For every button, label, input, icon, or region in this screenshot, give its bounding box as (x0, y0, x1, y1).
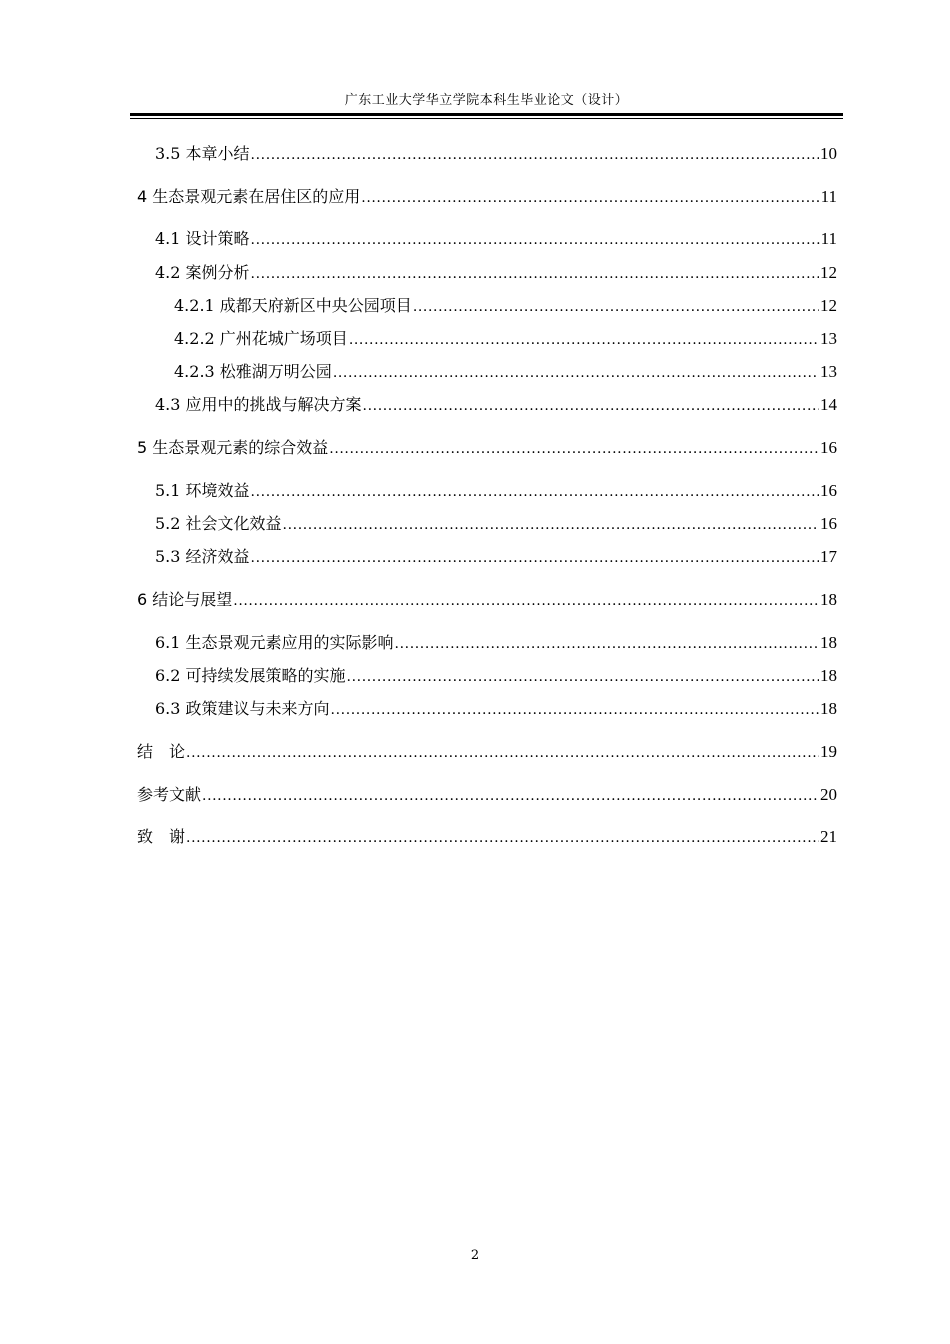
toc-entry-page: 12 (820, 263, 837, 282)
toc-entry-title: 3.5 本章小结 (155, 144, 250, 163)
page-number: 2 (470, 1248, 480, 1263)
toc-leader-dots (331, 700, 819, 720)
toc-leader-dots (363, 396, 819, 416)
toc-entry[interactable] (155, 547, 837, 568)
toc-entry-page: 18 (820, 666, 837, 685)
header-rule-thick (130, 113, 843, 116)
toc-entry[interactable] (155, 263, 837, 284)
toc-entry[interactable] (155, 395, 837, 416)
toc-leader-dots (233, 591, 819, 611)
toc-entry-title: 4.2.1 成都天府新区中央公园项目 (174, 296, 412, 315)
toc-entry-page: 20 (820, 785, 837, 804)
toc-entry[interactable] (137, 438, 837, 459)
toc-entry-title: 6.2 可持续发展策略的实施 (155, 666, 346, 685)
toc-entry-page: 11 (820, 187, 837, 206)
toc-entry[interactable] (137, 827, 837, 848)
toc-leader-dots (329, 439, 819, 459)
toc-entry-title: 6.1 生态景观元素应用的实际影响 (155, 633, 394, 652)
header-rule-thin (130, 118, 843, 119)
toc-entry-page: 11 (820, 229, 837, 248)
toc-leader-dots (361, 188, 819, 208)
toc-entry-page: 14 (820, 395, 837, 414)
toc-leader-dots (413, 297, 819, 317)
toc-entry[interactable] (174, 362, 837, 383)
toc-leader-dots (283, 515, 819, 535)
toc-leader-dots (251, 264, 819, 284)
toc-entry[interactable] (174, 296, 837, 317)
toc-entry-title: 4.2.3 松雅湖万明公园 (174, 362, 332, 381)
toc-leader-dots (202, 786, 819, 806)
toc-entry[interactable] (155, 481, 837, 502)
toc-entry-title: 4.1 设计策略 (155, 229, 250, 248)
toc-entry-page: 19 (820, 742, 837, 761)
toc-entry-title: 5 生态景观元素的综合效益 (137, 438, 329, 457)
toc-entry-page: 18 (820, 590, 837, 609)
toc-leader-dots (186, 743, 819, 763)
toc-leader-dots (333, 363, 819, 383)
toc-leader-dots (251, 230, 820, 250)
toc-entry-title: 4.3 应用中的挑战与解决方案 (155, 395, 362, 414)
toc-entry-page: 21 (820, 827, 837, 846)
toc-entry[interactable] (155, 633, 837, 654)
toc-leader-dots (186, 828, 819, 848)
toc-entry-title: 6 结论与展望 (137, 590, 233, 609)
toc-entry-title: 5.2 社会文化效益 (155, 514, 282, 533)
toc-entry-page: 17 (820, 547, 837, 566)
toc-leader-dots (349, 330, 819, 350)
toc-entry-page: 18 (820, 699, 837, 718)
toc-entry-page: 16 (820, 514, 837, 533)
toc-entry-page: 13 (820, 329, 837, 348)
toc-entry-title: 结 论 (137, 742, 186, 761)
toc-entry[interactable] (155, 666, 837, 687)
toc-leader-dots (251, 482, 819, 502)
toc-entry-title: 致 谢 (137, 827, 186, 846)
toc-entry[interactable] (137, 785, 837, 806)
toc-entry[interactable] (155, 144, 837, 165)
toc-entry-title: 4.2 案例分析 (155, 263, 250, 282)
toc-entry[interactable] (174, 329, 837, 350)
toc-entry-page: 12 (820, 296, 837, 315)
toc-entry-page: 13 (820, 362, 837, 381)
toc-entry[interactable] (155, 229, 837, 250)
toc-entry[interactable] (137, 742, 837, 763)
toc-entry-title: 5.1 环境效益 (155, 481, 250, 500)
toc-entry[interactable] (155, 514, 837, 535)
running-header: 广东工业大学华立学院本科生毕业论文（设计） (344, 93, 629, 108)
toc-leader-dots (395, 634, 819, 654)
toc-entry-page: 10 (820, 144, 837, 163)
toc-leader-dots (251, 548, 819, 568)
toc-entry-page: 16 (820, 481, 837, 500)
toc-entry[interactable] (137, 187, 837, 208)
toc-entry-title: 6.3 政策建议与未来方向 (155, 699, 330, 718)
toc-entry-title: 4 生态景观元素在居住区的应用 (137, 187, 361, 206)
toc-leader-dots (251, 145, 819, 165)
toc-entry-page: 16 (820, 438, 837, 457)
toc-entry[interactable] (137, 590, 837, 611)
toc-entry-title: 5.3 经济效益 (155, 547, 250, 566)
toc-leader-dots (347, 667, 819, 687)
toc-entry[interactable] (155, 699, 837, 720)
toc-entry-title: 4.2.2 广州花城广场项目 (174, 329, 348, 348)
toc-entry-title: 参考文献 (137, 785, 202, 804)
toc-entry-page: 18 (820, 633, 837, 652)
